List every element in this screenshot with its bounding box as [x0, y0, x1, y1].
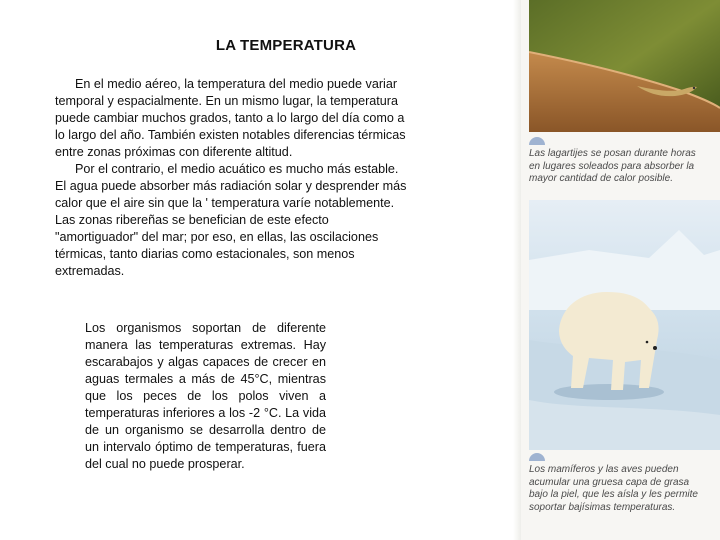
- caption-lizard-text: Las lagartijes se posan durante horas en lugares soleados para absorber la mayor cantidad de calor posible.: [529, 148, 696, 184]
- caption-bear: [529, 464, 704, 514]
- caption-marker: [529, 137, 545, 145]
- organisms-text-box: [85, 320, 326, 473]
- paragraph-air: En el medio aéreo, la temperatura del medio puede variar temporal y espacialmente. En un mismo lugar, la temperatura puede cambiar muchos grados, tanto a lo largo del día como a lo largo del año. También existen notables diferencias térmicas entre zonas próximas con diferente altitud.: [55, 77, 406, 159]
- page-fold-shadow: [513, 0, 521, 540]
- page-title: LA TEMPERATURA: [215, 37, 357, 54]
- polar-bear-photo: [529, 200, 720, 450]
- paragraph-organisms: Los organismos soportan de diferente manera las temperaturas extremas. Hay escarabajos y algas capaces de crecer en aguas termales a más de 45°C, mientras que los peces de los polos viven a temperaturas inferiores a los -2 °C. La vida de un organismo se desarrolla dentro de un intervalo óptimo de temperaturas, fuera del cual no puede prosperar.: [85, 321, 326, 471]
- caption-lizard: [529, 148, 704, 186]
- caption-bear-text: Los mamíferos y las aves pueden acumular una gruesa capa de grasa bajo la piel, que les aísla y les permite soportar bajísimas temperaturas.: [529, 464, 698, 513]
- main-text: [55, 76, 412, 280]
- caption-marker: [529, 453, 545, 461]
- illustration-panel: [521, 0, 720, 540]
- paragraph-water: Por el contrario, el medio acuático es mucho más estable. El agua puede absorber más radiación solar y desprender más calor que el aire sin que la ' temperatura varíe notablemente. Las zonas ribereñas se benefician de este efecto "amortiguador" del mar; por eso, en ellas, las oscilaciones térmicas, tanto diarias como estacionales, son menos extremadas.: [55, 162, 407, 278]
- lizard-photo: [529, 0, 720, 132]
